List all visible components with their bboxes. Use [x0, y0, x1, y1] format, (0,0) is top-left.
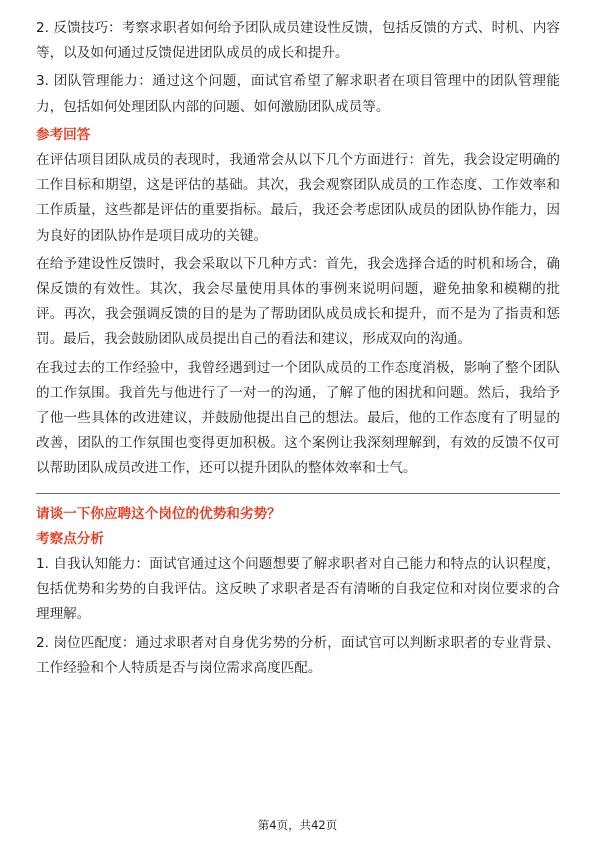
analysis-point-2: 2. 反馈技巧：考察求职者如何给予团队成员建设性反馈，包括反馈的方式、时机、内容等，以及如何通过反馈促进团队成员的成长和提升。 — [36, 20, 560, 62]
analysis-point-3: 3. 团队管理能力：通过这个问题，面试官希望了解求职者在项目管理中的团队管理能力，包括如何处理团队内部的问题、如何激励团队成员等。 — [36, 73, 560, 115]
document-page — [36, 16, 560, 681]
answer-paragraph-1: 在评估项目团队成员的表现时，我通常会从以下几个方面进行：首先，我会设定明确的工作目标和期望，这是评估的基础。其次，我会观察团队成员的工作态度、工作效率和工作质量，这些都是评估的重要指标。最后，我还会考虑团队成员的团队协作能力，因为良好的团队协作是项目成功的关键。 — [36, 152, 560, 244]
page-number: 第4页，共42页 — [257, 818, 338, 832]
answer-paragraph-3: 在我过去的工作经验中，我曾经遇到过一个团队成员的工作态度消极，影响了整个团队的工作氛围。我首先与他进行了一对一的沟通，了解了他的困扰和问题。然后，我给予了他一些具体的改进建议，并鼓励他提出自己的想法。最后，他的工作态度有了明显的改善，团队的工作氛围也变得更加积极。这个案例让我深刻理解到，有效的反馈不仅可以帮助团队成员改进工作，还可以提升团队的整体效率和士气。 — [36, 359, 560, 477]
analysis-point-2b: 2. 岗位匹配度：通过求职者对自身优劣势的分析，面试官可以判断求职者的专业背景、工作经验和个人特质是否与岗位需求高度匹配。 — [36, 634, 560, 676]
interview-question: 请谈一下你应聘这个岗位的优势和劣势？ — [36, 505, 281, 522]
section-divider — [36, 493, 560, 494]
answer-paragraph-2: 在给予建设性反馈时，我会采取以下几种方式：首先，我会选择合适的时机和场合，确保反馈的有效性。其次，我会尽量使用具体的事例来说明问题，避免抽象和模糊的批评。再次，我会强调反馈的目的是为了帮助团队成员成长和提升，而不是为了指责和惩罚。最后，我会鼓励团队成员提出自己的看法和建议，形成双向的沟通。 — [36, 255, 560, 348]
reference-answer-heading: 参考回答 — [36, 126, 91, 143]
analysis-heading: 考察点分析 — [36, 530, 104, 547]
analysis-point-1: 1. 自我认知能力：面试官通过这个问题想要了解求职者对自己能力和特点的认识程度，包括优势和劣势的自我评估。这反映了求职者是否有清晰的自我定位和对岗位要求的合理理解。 — [36, 556, 560, 623]
